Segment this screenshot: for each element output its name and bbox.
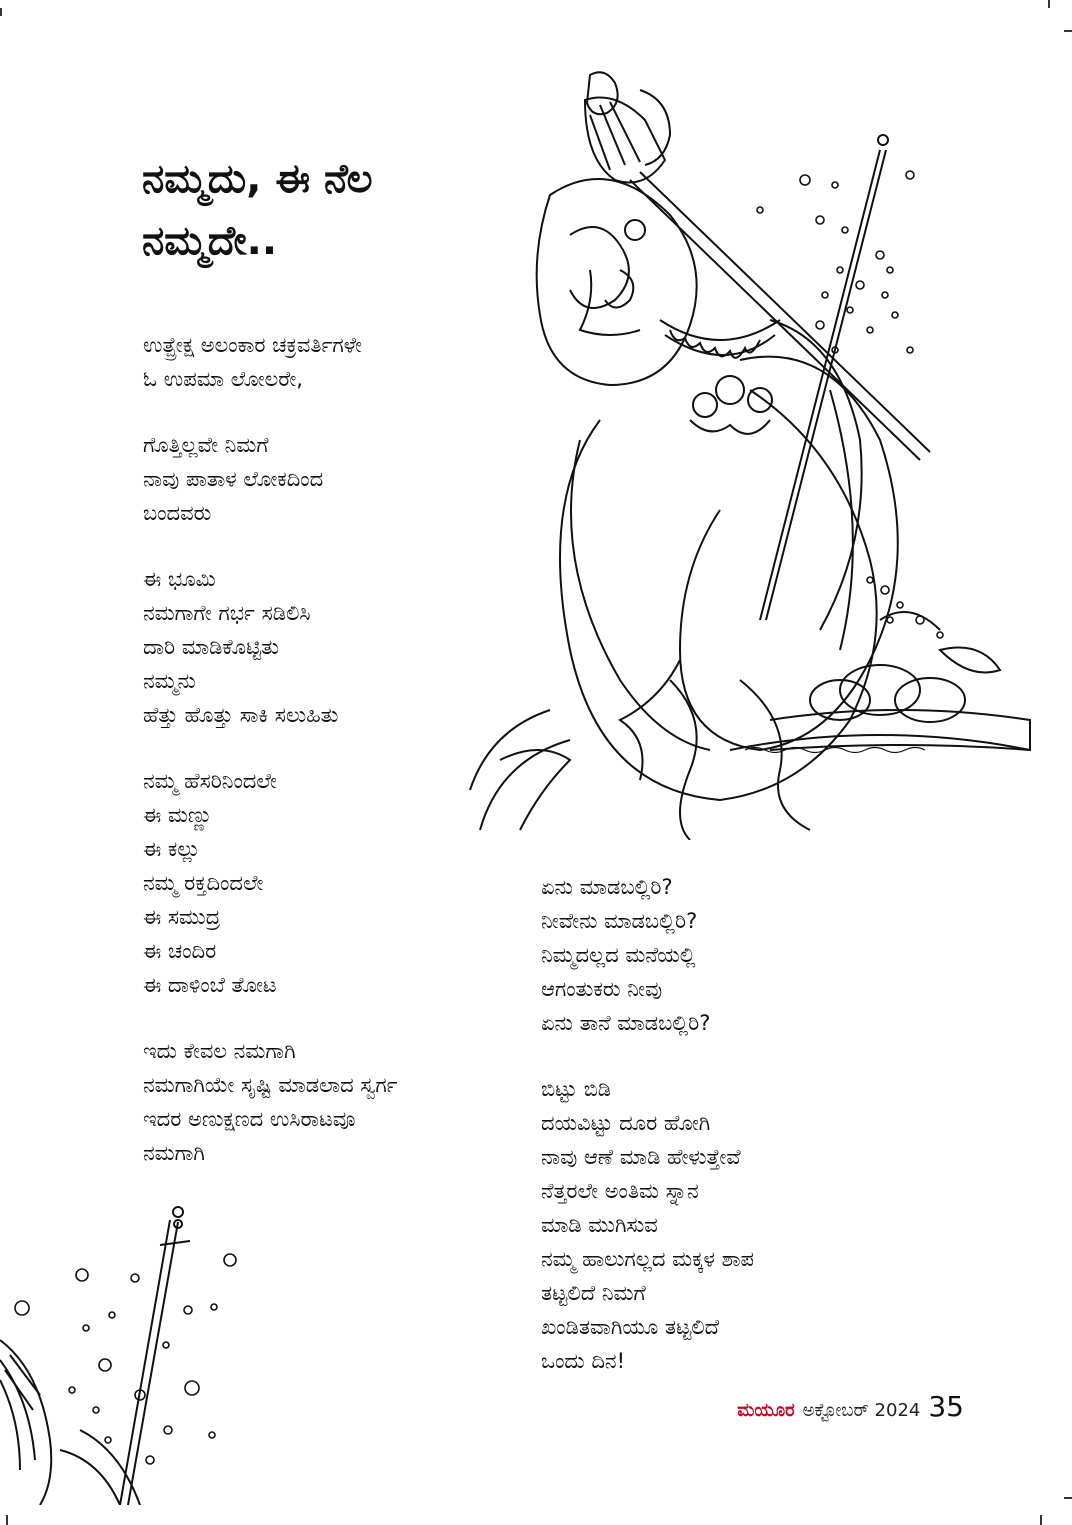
poem-line: ನಾವು ಆಣೆ ಮಾಡಿ ಹೇಳುತ್ತೇವೆ [541, 1145, 741, 1169]
poem-line: ಬಿಟ್ಟು ಬಿಡಿ [541, 1077, 612, 1101]
poem-line: ನಮ್ಮ ಹಾಲುಗಲ್ಲದ ಮಕ್ಕಳ ಶಾಪ [541, 1247, 755, 1271]
crop-mark [6, 1515, 8, 1525]
corner-illustration [0, 1200, 260, 1505]
poem-line: ತಟ್ಟಲಿದೆ ನಿಮಗೆ [541, 1281, 646, 1305]
crop-mark [0, 8, 2, 16]
stanza [143, 1034, 543, 1170]
poem-line: ನೀವೇನು ಮಾಡಬಲ್ಲಿರಿ? [541, 909, 698, 933]
poem-line: ನಾವು ಪಾತಾಳ ಲೋಕದಿಂದ [143, 467, 324, 491]
poem-line: ಓ ಉಪಮಾ ಲೋಲರೇ, [143, 367, 303, 391]
poem-line: ಈ ಸಮುದ್ರ [143, 905, 221, 929]
title-line: ನಮ್ಮದೇ.. [142, 218, 278, 264]
crop-mark [1064, 30, 1072, 32]
poem-line: ಉತ್ಪ್ರೇಕ್ಷ ಅಲಂಕಾರ ಚಕ್ರವರ್ತಿಗಳೇ [143, 333, 362, 357]
poem-line: ಈ ಕಲ್ಲು [143, 837, 201, 861]
poem-line: ಒಂದು ದಿನ! [541, 1349, 625, 1373]
poem-line: ಈ ಭೂಮಿ [143, 567, 216, 591]
page-footer [737, 1390, 964, 1423]
poem-line: ನಮಗಾಗಿ [143, 1141, 205, 1165]
crop-mark [1048, 0, 1050, 8]
crop-mark [1040, 1515, 1042, 1525]
poem-column-right [541, 870, 941, 1410]
poem-line: ಈ ಮಣ್ಣು [143, 803, 213, 827]
page-number: 35 [928, 1390, 964, 1423]
poem-line: ಆಗಂತುಕರು ನೀವು [541, 977, 663, 1001]
poem-line: ಮಾಡಿ ಮುಗಿಸುವ [541, 1213, 658, 1237]
poem-line: ನಮ್ಮನು [143, 669, 196, 693]
title-line: ನಮ್ಮದು, ಈ ನೆಲ [142, 156, 373, 202]
poem-line: ದಯವಿಟ್ಟು ದೂರ ಹೋಗಿ [541, 1111, 711, 1135]
poem-line: ಗೊತ್ತಿಲ್ಲವೇ ನಿಮಗೆ [143, 433, 269, 457]
stanza [143, 428, 543, 530]
poem-line: ನೆತ್ತರಲೇ ಅಂತಿಮ ಸ್ನಾನ [541, 1179, 699, 1203]
poem-line: ಖಂಡಿತವಾಗಿಯೂ ತಟ್ಟಲಿದೆ [541, 1315, 720, 1339]
stanza [143, 328, 543, 396]
issue-date: ಅಕ್ಟೋಬರ್ 2024 [802, 1400, 921, 1421]
poem-column-left [143, 328, 543, 1202]
poem-line: ಹೆತ್ತು ಹೊತ್ತು ಸಾಕಿ ಸಲುಹಿತು [143, 703, 339, 727]
poem-line: ಈ ಚಂದಿರ [143, 939, 217, 963]
poem-line: ಬಂದವರು [143, 501, 212, 525]
stanza [541, 1072, 941, 1378]
poem-line: ನಮಗಾಗಿಯೇ ಸೃಷ್ಟಿ ಮಾಡಲಾದ ಸ್ವರ್ಗ [143, 1073, 398, 1097]
crop-mark [1064, 1497, 1072, 1499]
poem-line: ದಾರಿ ಮಾಡಿಕೊಟ್ಟಿತು [143, 635, 280, 659]
poem-line: ನಿಮ್ಮದಲ್ಲದ ಮನೆಯಲ್ಲಿ [541, 943, 696, 967]
poem-line: ಇದು ಕೇವಲ ನಮಗಾಗಿ [143, 1039, 296, 1063]
poem-line: ನಮ್ಮ ಹೆಸರಿನಿಂದಲೇ [143, 769, 277, 793]
poem-line: ಇದರ ಅಣುಕ್ಷಣದ ಉಸಿರಾಟವೂ [143, 1107, 356, 1131]
stanza [541, 870, 941, 1040]
poem-line: ಏನು ತಾನೆ ಮಾಡಬಲ್ಲಿರಿ? [541, 1011, 711, 1035]
poem-line: ನಮ್ಮ ರಕ್ತದಿಂದಲೇ [143, 871, 264, 895]
poem-line: ಏನು ಮಾಡಬಲ್ಲಿರಿ? [541, 875, 673, 899]
stanza [143, 764, 543, 1002]
stanza [143, 562, 543, 732]
poem-line: ನಮಗಾಗೇ ಗರ್ಭ ಸಡಿಲಿಸಿ [143, 601, 311, 625]
poem-title [142, 148, 502, 272]
poem-line: ಈ ದಾಳಿಂಬೆ ತೋಟ [143, 973, 277, 997]
magazine-brand: ಮಯೂರ [737, 1400, 795, 1421]
